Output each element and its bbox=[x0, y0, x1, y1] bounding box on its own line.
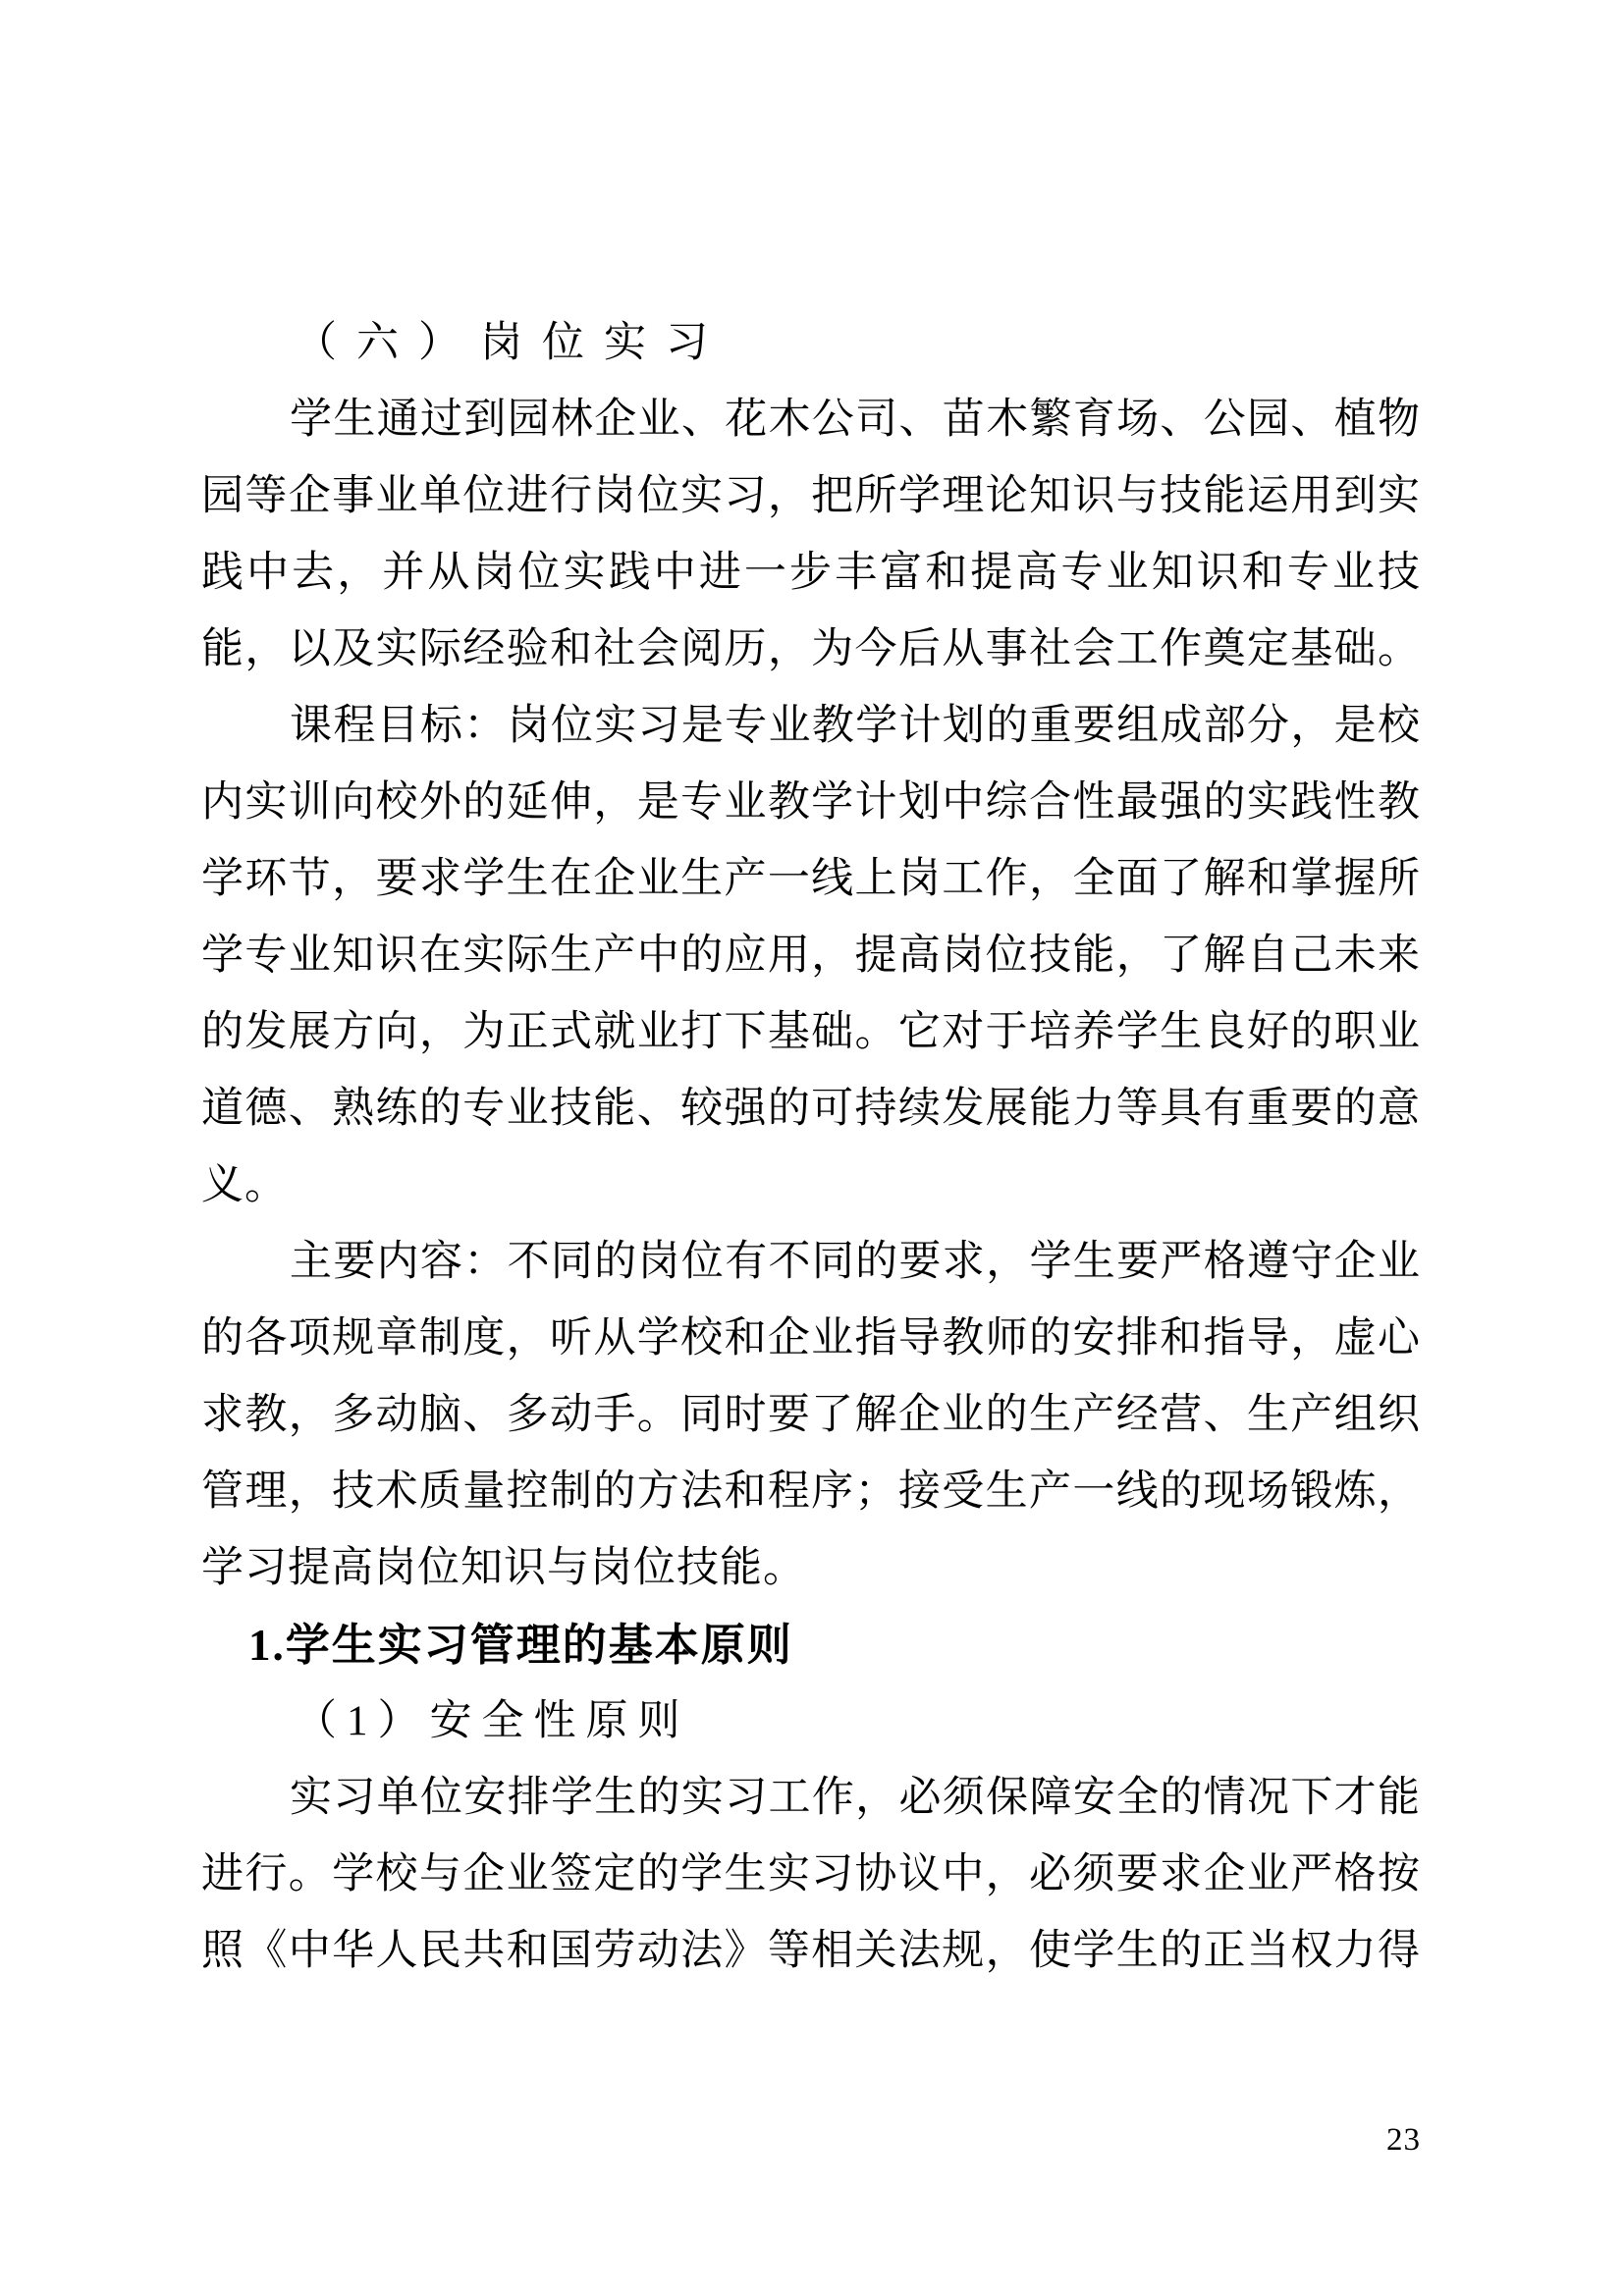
subheading: （1）安全性原则 bbox=[295, 1698, 690, 1744]
paragraph-line: 学习提高岗位知识与岗位技能。 bbox=[201, 1545, 806, 1591]
paragraph-line: 园等企事业单位进行岗位实习，把所学理论知识与技能运用到实 bbox=[201, 473, 1421, 519]
page-number: 23 bbox=[1386, 2122, 1421, 2158]
paragraph-line: 内实训向校外的延伸，是专业教学计划中综合性最强的实践性教 bbox=[201, 779, 1421, 826]
paragraph-line: 践中去，并从岗位实践中进一步丰富和提高专业知识和专业技 bbox=[201, 550, 1421, 596]
paragraph-line: 管理，技术质量控制的方法和程序；接受生产一线的现场锻炼， bbox=[201, 1468, 1421, 1515]
paragraph-line: 实习单位安排学生的实习工作，必须保障安全的情况下才能 bbox=[290, 1775, 1421, 1821]
paragraph-line: 主要内容：不同的岗位有不同的要求，学生要严格遵守企业 bbox=[290, 1239, 1421, 1285]
paragraph-line: 照《中华人民共和国劳动法》等相关法规，使学生的正当权力得 bbox=[201, 1928, 1421, 1974]
paragraph-line: 的各项规章制度，听从学校和企业指导教师的安排和指导，虚心 bbox=[201, 1315, 1421, 1362]
text-column bbox=[201, 305, 1421, 1990]
paragraph-line: 学生通过到园林企业、花木公司、苗木繁育场、公园、植物 bbox=[290, 397, 1421, 443]
paragraph-line: 道德、熟练的专业技能、较强的可持续发展能力等具有重要的意 bbox=[201, 1086, 1421, 1132]
paragraph-line: 课程目标：岗位实习是专业教学计划的重要组成部分，是校 bbox=[290, 703, 1421, 749]
paragraph-line: 学环节，要求学生在企业生产一线上岗工作，全面了解和掌握所 bbox=[201, 856, 1421, 902]
paragraph-line: 学专业知识在实际生产中的应用，提高岗位技能，了解自己未来 bbox=[201, 933, 1421, 979]
paragraph-line: 求教，多动脑、多动手。同时要了解企业的生产经营、生产组织 bbox=[201, 1392, 1421, 1438]
section-heading: （六）岗位实习 bbox=[295, 320, 728, 366]
paragraph-line: 进行。学校与企业签定的学生实习协议中，必须要求企业严格按 bbox=[201, 1851, 1421, 1897]
numbered-subheading: 1.学生实习管理的基本原则 bbox=[248, 1621, 793, 1670]
paragraph-line: 义。 bbox=[201, 1162, 288, 1208]
paragraph-line: 能，以及实际经验和社会阅历，为今后从事社会工作奠定基础。 bbox=[201, 626, 1421, 672]
paragraph-line: 的发展方向，为正式就业打下基础。它对于培养学生良好的职业 bbox=[201, 1009, 1421, 1055]
